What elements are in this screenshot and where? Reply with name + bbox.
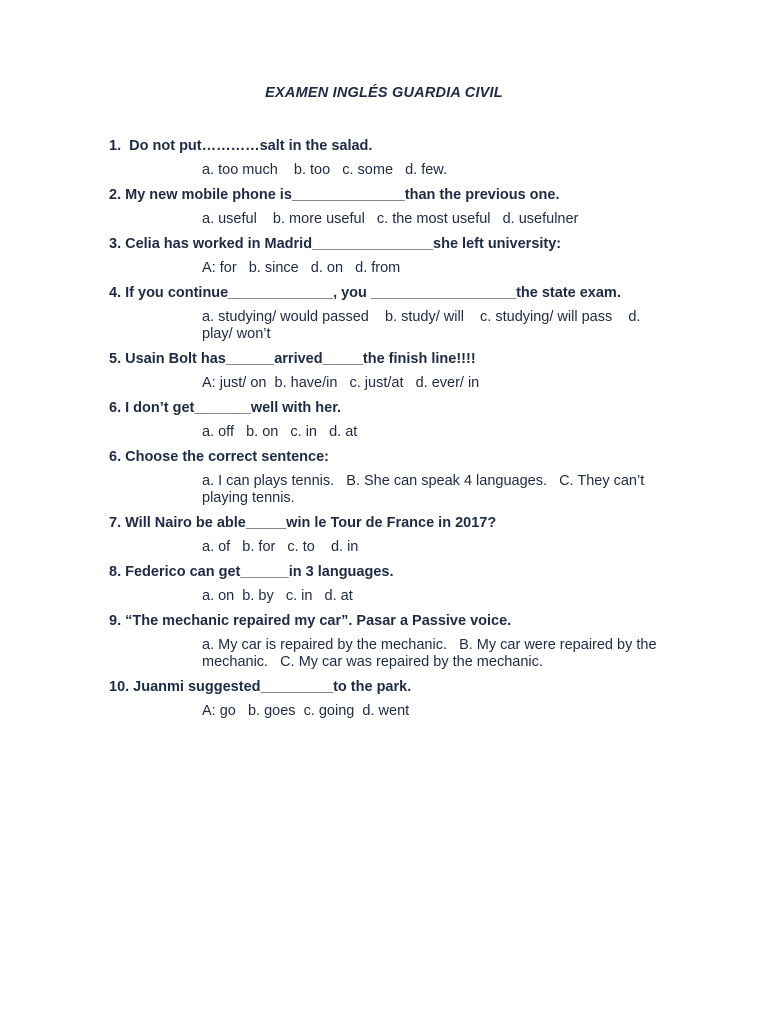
question-text: 4. If you continue_____________, you __________________the state exam.	[109, 285, 621, 301]
question-3	[109, 234, 679, 277]
question-text: 2. My new mobile phone is______________than the previous one.	[109, 187, 560, 203]
question-options: A: just/ on b. have/in c. just/at d. ever/ in	[202, 375, 480, 391]
question-4	[109, 283, 679, 343]
question-text: 10. Juanmi suggested_________to the park.	[109, 679, 412, 695]
question-options: a. My car is repaired by the mechanic. B. My car were repaired by the mechanic. C. My car was repaired by the mechanic.	[202, 637, 661, 670]
question-10	[109, 677, 679, 720]
question-options: a. useful b. more useful c. the most useful d. usefulner	[202, 211, 579, 227]
question-7	[109, 513, 679, 556]
question-options: A: for b. since d. on d. from	[202, 260, 401, 276]
question-5	[109, 349, 679, 392]
question-options: a. of b. for c. to d. in	[202, 539, 359, 555]
question-6b	[109, 447, 679, 507]
question-text: 6. Choose the correct sentence:	[109, 449, 329, 465]
question-9	[109, 611, 679, 671]
question-options: a. off b. on c. in d. at	[202, 424, 358, 440]
question-text: 6. I don’t get_______well with her.	[109, 400, 342, 416]
question-1	[109, 136, 679, 179]
question-text: 5. Usain Bolt has______arrived_____the finish line!!!!	[109, 351, 476, 367]
question-text: 3. Celia has worked in Madrid_______________she left university:	[109, 236, 562, 252]
question-options: a. on b. by c. in d. at	[202, 588, 353, 604]
page-title: EXAMEN INGLÉS GUARDIA CIVIL	[265, 85, 503, 101]
question-options: a. too much b. too c. some d. few.	[202, 162, 448, 178]
question-text: 9. “The mechanic repaired my car”. Pasar a Passive voice.	[109, 613, 512, 629]
question-text: 7. Will Nairo be able_____win le Tour de France in 2017?	[109, 515, 497, 531]
question-text: 1. Do not put…………salt in the salad.	[109, 138, 373, 154]
question-options: a. I can plays tennis. B. She can speak 4 languages. C. They can’t playing tennis.	[202, 473, 649, 506]
question-2	[109, 185, 679, 228]
question-options: a. studying/ would passed b. study/ will c. studying/ will pass d. play/ won’t	[202, 309, 645, 342]
question-text: 8. Federico can get______in 3 languages.	[109, 564, 394, 580]
question-8	[109, 562, 679, 605]
question-list	[109, 136, 679, 720]
question-6	[109, 398, 679, 441]
question-options: A: go b. goes c. going d. went	[202, 703, 410, 719]
